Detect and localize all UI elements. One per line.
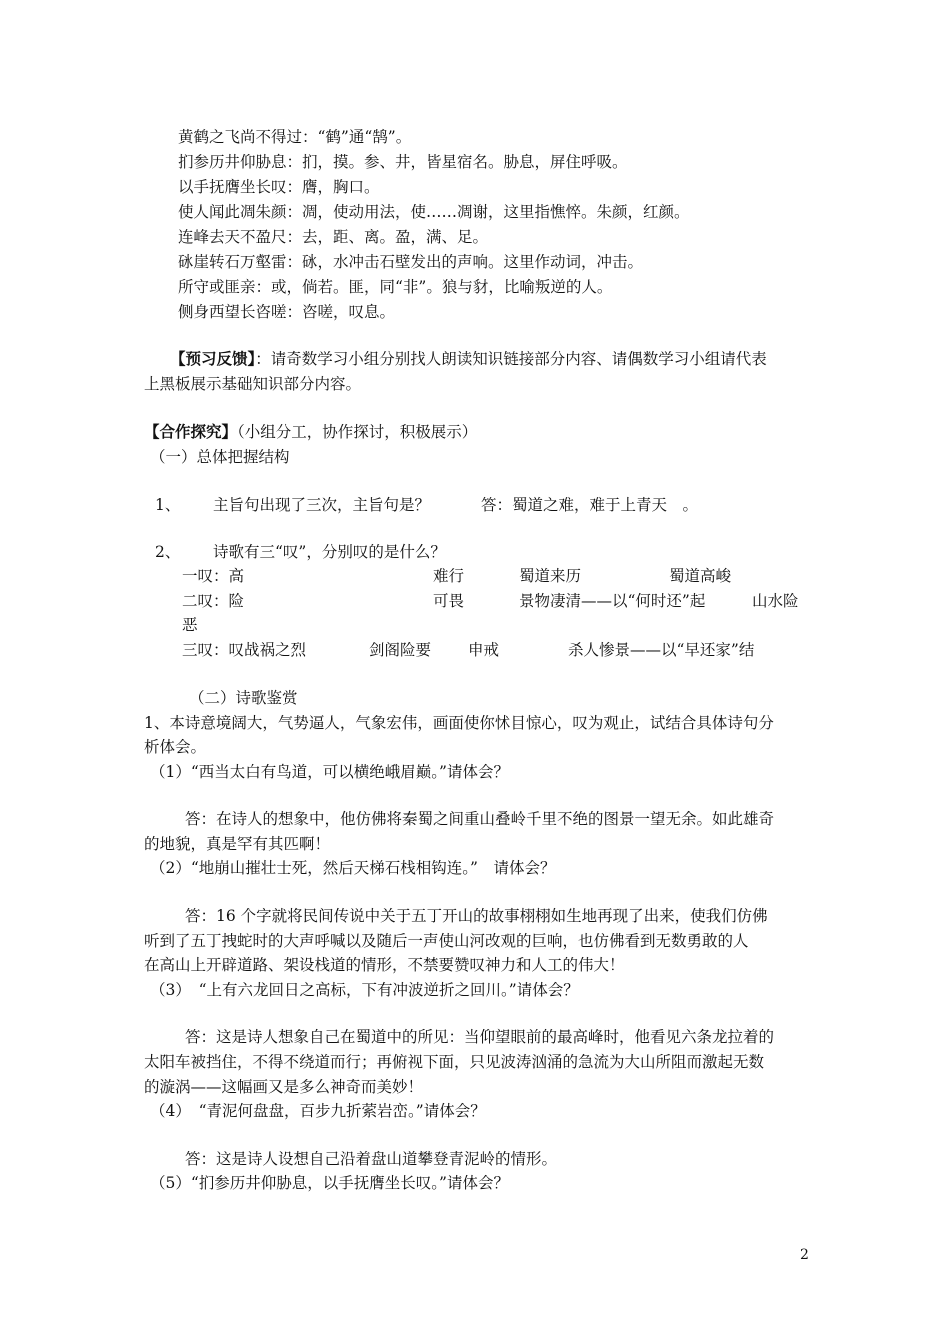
poem-question: （5）“扪参历井仰胁息，以手抚膺坐长叹。”请体会？ (150, 1174, 509, 1192)
sigh-cell: 二叹：险 (182, 592, 245, 610)
sigh-cell: 难行 (433, 567, 465, 585)
sigh-cell: 一叹：高 (182, 567, 245, 585)
note-line: 砯崖转石万壑雷：砯，水冲击石壁发出的声响。这里作动词，冲击。 (178, 253, 644, 271)
preview-feedback-line1 (170, 349, 767, 369)
sigh-cell-continued: 恶 (182, 616, 198, 634)
note-line: 使人闻此凋朱颜：凋，使动用法，使……凋谢，这里指憔悴。朱颜，红颜。 (178, 203, 690, 221)
paragraph-line: 1、本诗意境阔大，气势逼人，气象宏伟，画面使你怵目惊心，叹为观止，试结合具体诗句分 (144, 714, 774, 732)
note-line: 扪参历井仰胁息：扪，摸。参、井，皆星宿名。胁息，屏住呼吸。 (178, 153, 628, 171)
sigh-cell: 剑阁险要 (369, 641, 432, 659)
answer-line: 听到了五丁拽蛇时的大声呼喊以及随后一声使山河改观的巨响，也仿佛看到无数勇敢的人 (144, 932, 749, 950)
poem-question: （2）“地崩山摧壮士死，然后天梯石栈相钩连。” 请体会？ (150, 859, 556, 877)
poem-question: （1）“西当太白有鸟道，可以横绝峨眉巅。”请体会？ (150, 763, 509, 781)
sigh-cell: 景物凄清——以“何时还”起 (519, 592, 706, 610)
question-text: 诗歌有三“叹”，分别叹的是什么？ (213, 543, 446, 561)
sigh-cell: 可畏 (433, 592, 465, 610)
page-number: 2 (800, 1247, 809, 1263)
sigh-cell: 申戒 (468, 641, 500, 659)
note-line: 连峰去天不盈尺：去，距、离。盈，满、足。 (178, 228, 489, 246)
poem-question: （3） “上有六龙回日之高标，下有冲波逆折之回川。”请体会？ (150, 981, 579, 999)
question-number: 1、 (155, 496, 181, 514)
answer-text: 答：蜀道之难，难于上青天 。 (481, 496, 699, 514)
sigh-cell: 山水险 (752, 592, 799, 610)
sigh-cell: 杀人惨景——以“早还家”结 (568, 641, 755, 659)
answer-line: 的地貌，真是罕有其匹啊！ (144, 835, 331, 853)
preview-feedback-line2: 上黑板展示基础知识部分内容。 (144, 375, 362, 393)
preview-feedback-text: ：请奇数学习小组分别找人朗读知识链接部分内容、请偶数学习小组请代表 (255, 350, 767, 368)
poem-question: （4） “青泥何盘盘，百步九折萦岩峦。”请体会？ (150, 1102, 486, 1120)
section-heading: （一）总体把握结构 (150, 448, 290, 466)
answer-line: 答：16 个字就将民间传说中关于五丁开山的故事栩栩如生地再现了出来，使我们仿佛 (185, 907, 768, 925)
paragraph-line: 析体会。 (144, 738, 207, 756)
section-heading: （二）诗歌鉴赏 (189, 689, 298, 707)
question-text: 主旨句出现了三次，主旨句是？ (213, 496, 431, 514)
answer-line: 答：这是诗人想象自己在蜀道中的所见：当仰望眼前的最高峰时，他看见六条龙拉着的 (185, 1028, 775, 1046)
question-number: 2、 (155, 543, 181, 561)
note-line: 侧身西望长咨嗟：咨嗟，叹息。 (178, 303, 396, 321)
explore-heading-line (144, 422, 477, 442)
note-line: 以手抚膺坐长叹：膺，胸口。 (178, 178, 380, 196)
sigh-cell: 蜀道高峻 (669, 567, 732, 585)
preview-feedback-label: 【预习反馈】 (170, 349, 256, 368)
answer-line: 在高山上开辟道路、架设栈道的情形，不禁要赞叹神力和人工的伟大！ (144, 956, 625, 974)
note-line: 黄鹤之飞尚不得过：“鹤”通“鹄”。 (178, 128, 412, 146)
answer-line: 答：这是诗人设想自己沿着盘山道攀登青泥岭的情形。 (185, 1150, 558, 1168)
answer-line: 答：在诗人的想象中，他仿佛将秦蜀之间重山叠岭千里不绝的图景一望无余。如此雄奇 (185, 810, 775, 828)
answer-line: 的漩涡——这幅画又是多么神奇而美妙！ (144, 1078, 424, 1096)
explore-subtitle: （小组分工，协作探讨，积极展示） (237, 423, 478, 441)
sigh-cell: 蜀道来历 (519, 567, 582, 585)
answer-line: 太阳车被挡住，不得不绕道而行；再俯视下面，只见波涛汹涌的急流为大山所阻而激起无数 (144, 1053, 765, 1071)
explore-heading: 【合作探究】 (144, 422, 238, 441)
note-line: 所守或匪亲：或，倘若。匪，同“非”。狼与豺，比喻叛逆的人。 (178, 278, 613, 296)
sigh-cell: 三叹：叹战祸之烈 (182, 641, 307, 659)
